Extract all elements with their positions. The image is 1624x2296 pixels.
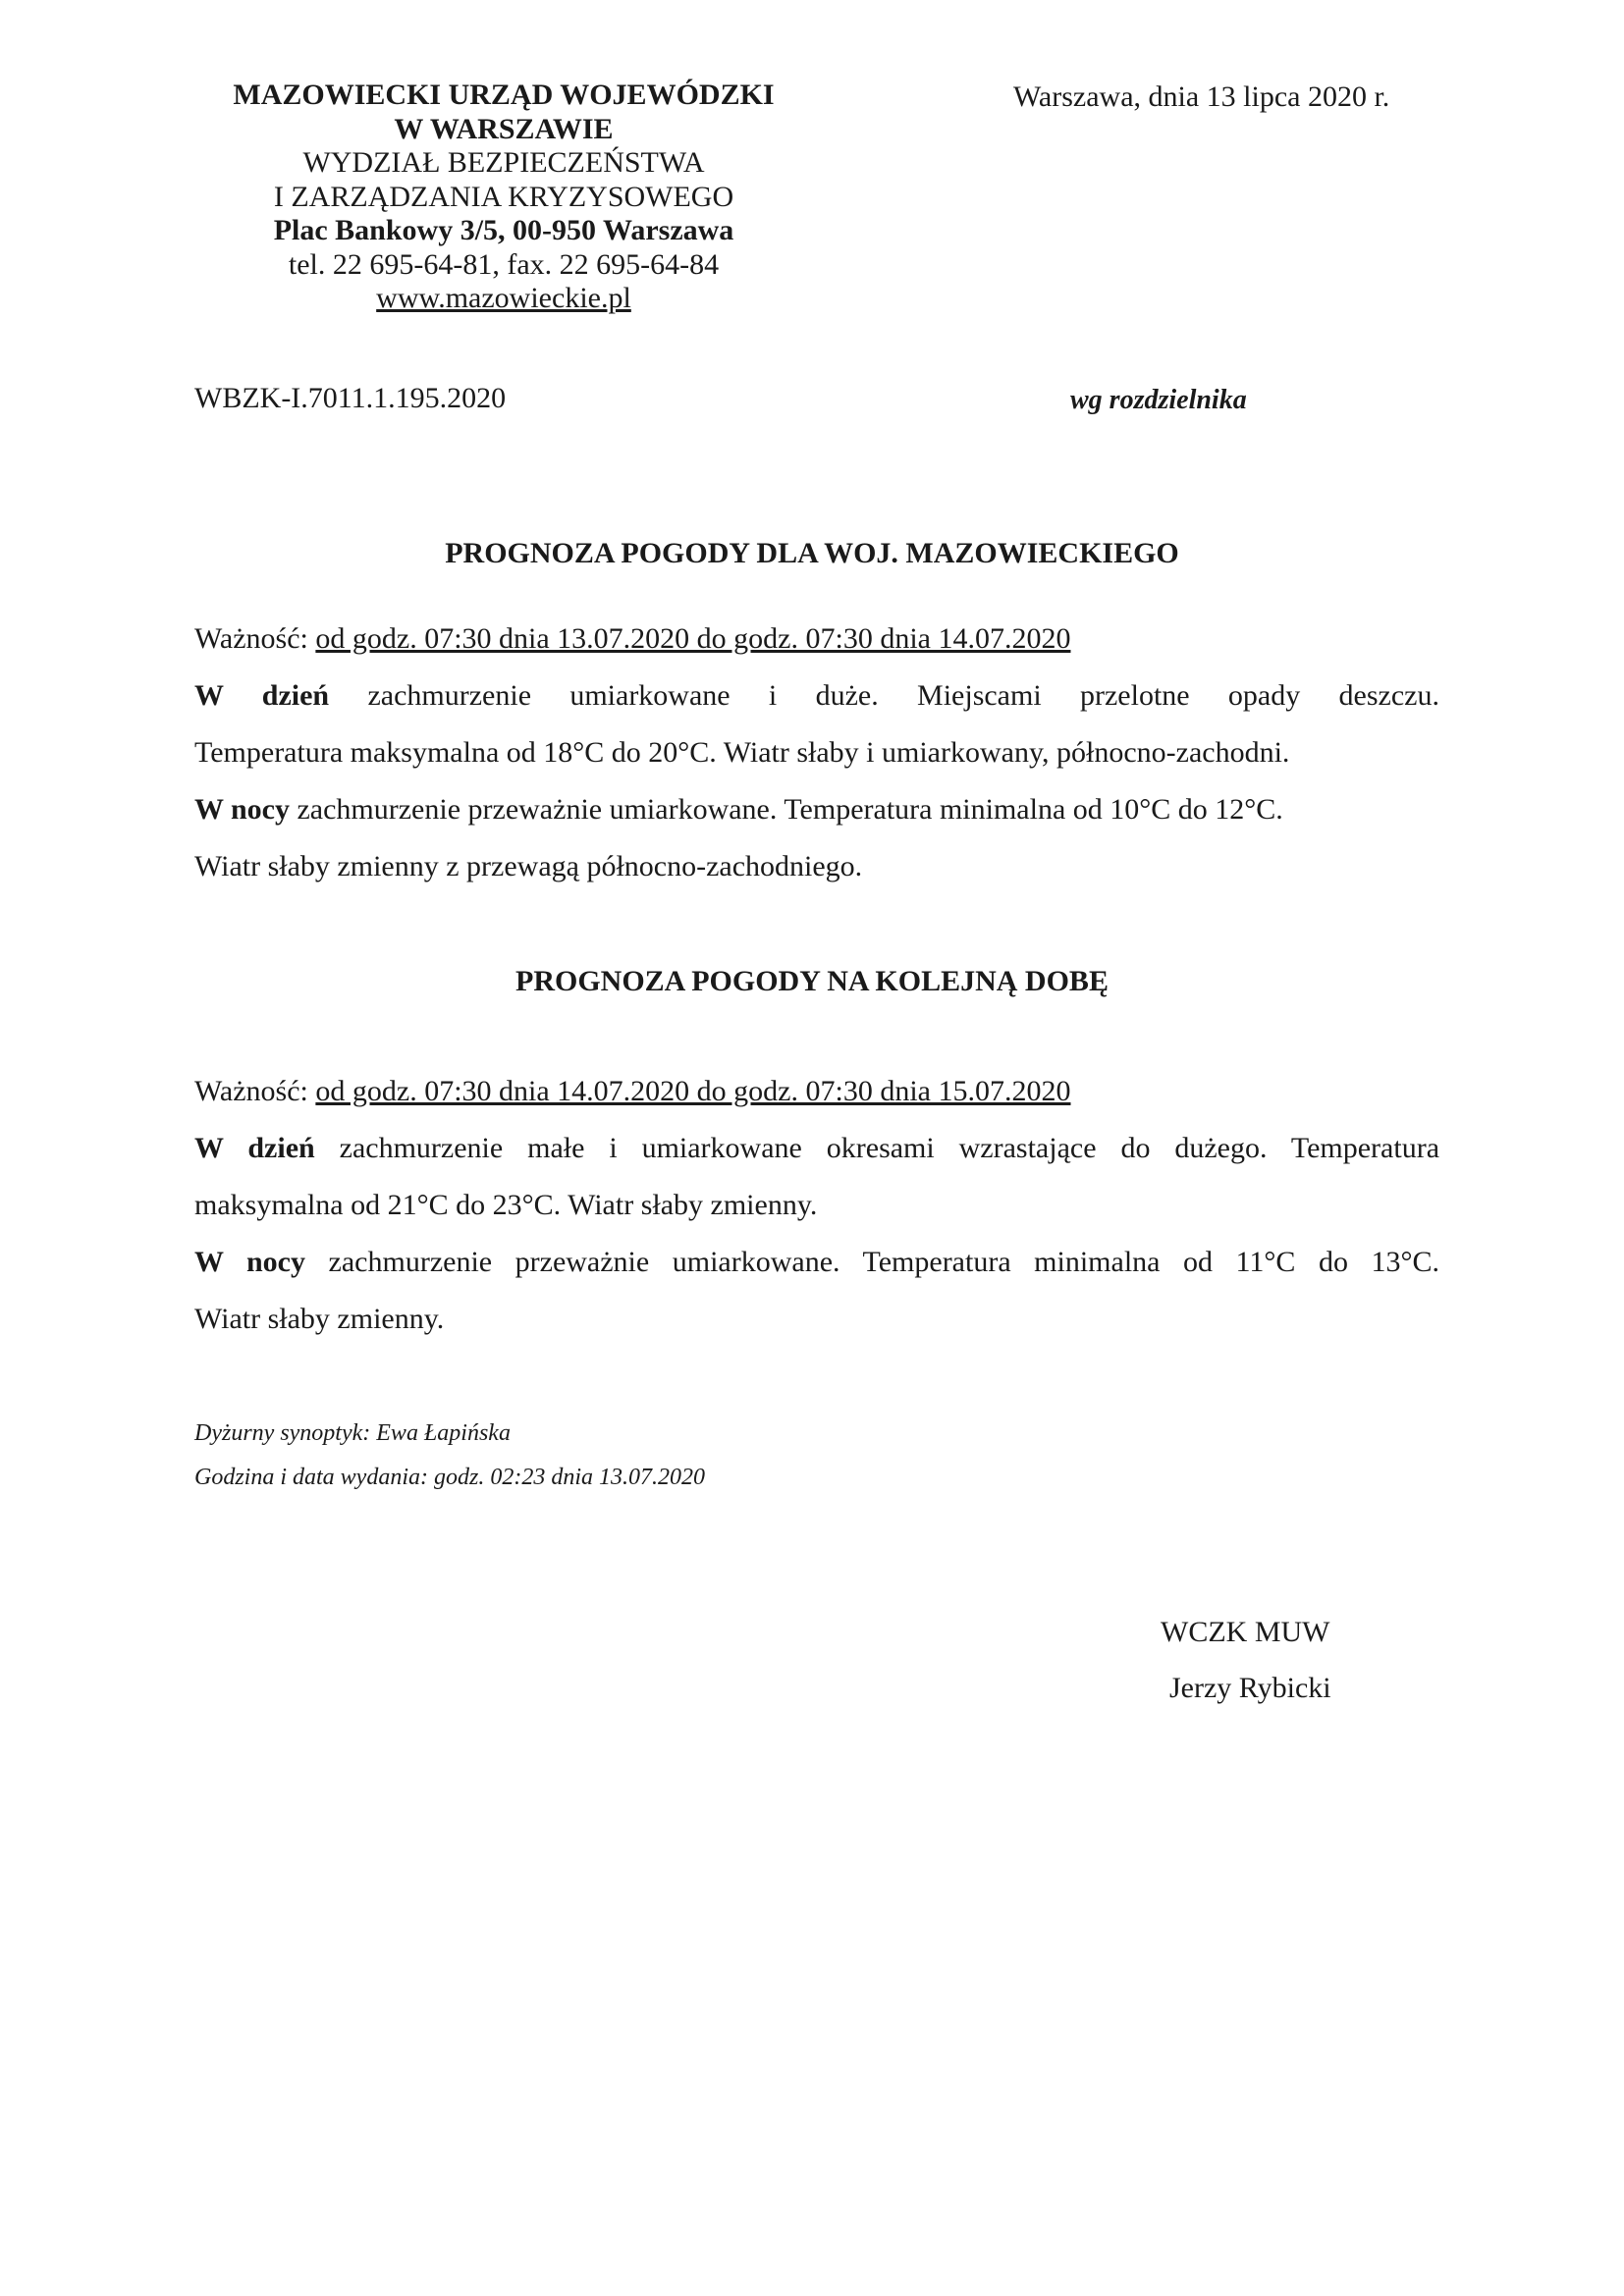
department-name-cont: I ZARZĄDZANIA KRYZYSOWEGO (273, 180, 734, 213)
validity-label: Ważność: (194, 1075, 308, 1107)
day-forecast-line-2: maksymalna od 21°C do 23°C. Wiatr słaby zmienny. (194, 1189, 818, 1221)
document-date: Warszawa, dnia 13 lipca 2020 r. (1013, 80, 1390, 113)
validity-value: od godz. 07:30 dnia 13.07.2020 do godz. 07:30 dnia 14.07.2020 (315, 622, 1071, 655)
validity-line (194, 611, 1439, 667)
office-address: Plac Bankowy 3/5, 00-950 Warszawa (273, 214, 734, 246)
office-header (177, 79, 831, 316)
recipient: wg rozdzielnika (1070, 385, 1247, 415)
department-name: WYDZIAŁ BEZPIECZEŃSTWA (302, 146, 705, 179)
office-name: MAZOWIECKI URZĄD WOJEWÓDZKI (233, 79, 775, 111)
office-phone: tel. 22 695-64-81, fax. 22 695-64-84 (288, 247, 720, 281)
night-forecast-line-2: Wiatr słaby zmienny. (194, 1303, 445, 1335)
forecast-section-1 (194, 611, 1439, 895)
night-forecast-text: zachmurzenie przeważnie umiarkowane. Temperatura minimalna od 11°C do 13°C. (328, 1246, 1440, 1278)
validity-label: Ważność: (194, 622, 308, 655)
day-forecast-line (194, 1120, 1439, 1177)
forecast-section-2 (194, 1063, 1439, 1348)
validity-value: od godz. 07:30 dnia 14.07.2020 do godz. 07:30 dnia 15.07.2020 (315, 1075, 1071, 1107)
night-forecast-line (194, 781, 1439, 838)
night-label: W nocy (194, 793, 290, 826)
night-forecast-line (194, 1234, 1439, 1291)
next-day-forecast-title: PROGNOZA POGODY NA KOLEJNĄ DOBĘ (515, 965, 1109, 997)
validity-line (194, 1063, 1439, 1120)
day-forecast-text: zachmurzenie małe i umiarkowane okresami wzrastające do dużego. Temperatura (339, 1132, 1440, 1164)
day-forecast-line-2: Temperatura maksymalna od 18°C do 20°C. Wiatr słaby i umiarkowany, północno-zachodni. (194, 736, 1290, 769)
day-label: W dzień (194, 679, 330, 712)
night-label: W nocy (194, 1246, 305, 1278)
signature-name: Jerzy Rybicki (1169, 1672, 1331, 1704)
reference-number: WBZK-I.7011.1.195.2020 (194, 382, 507, 414)
website-link[interactable]: www.mazowieckie.pl (376, 282, 631, 314)
signature-unit: WCZK MUW (1161, 1616, 1330, 1648)
day-label: W dzień (194, 1132, 315, 1164)
day-forecast-line (194, 667, 1439, 724)
night-forecast-line-2: Wiatr słaby zmienny z przewagą północno-zachodniego. (194, 850, 863, 882)
night-forecast-text: zachmurzenie przeważnie umiarkowane. Temperatura minimalna od 10°C do 12°C. (297, 793, 1283, 826)
forecaster-note (194, 1412, 705, 1500)
day-forecast-text: zachmurzenie umiarkowane i duże. Miejscami przelotne opady deszczu. (367, 679, 1439, 712)
issue-time: Godzina i data wydania: godz. 02:23 dnia 13.07.2020 (194, 1465, 705, 1490)
forecaster-name: Dyżurny synoptyk: Ewa Łapińska (194, 1420, 511, 1446)
forecast-title: PROGNOZA POGODY DLA WOJ. MAZOWIECKIEGO (445, 537, 1179, 569)
office-city: W WARSZAWIE (394, 112, 614, 145)
